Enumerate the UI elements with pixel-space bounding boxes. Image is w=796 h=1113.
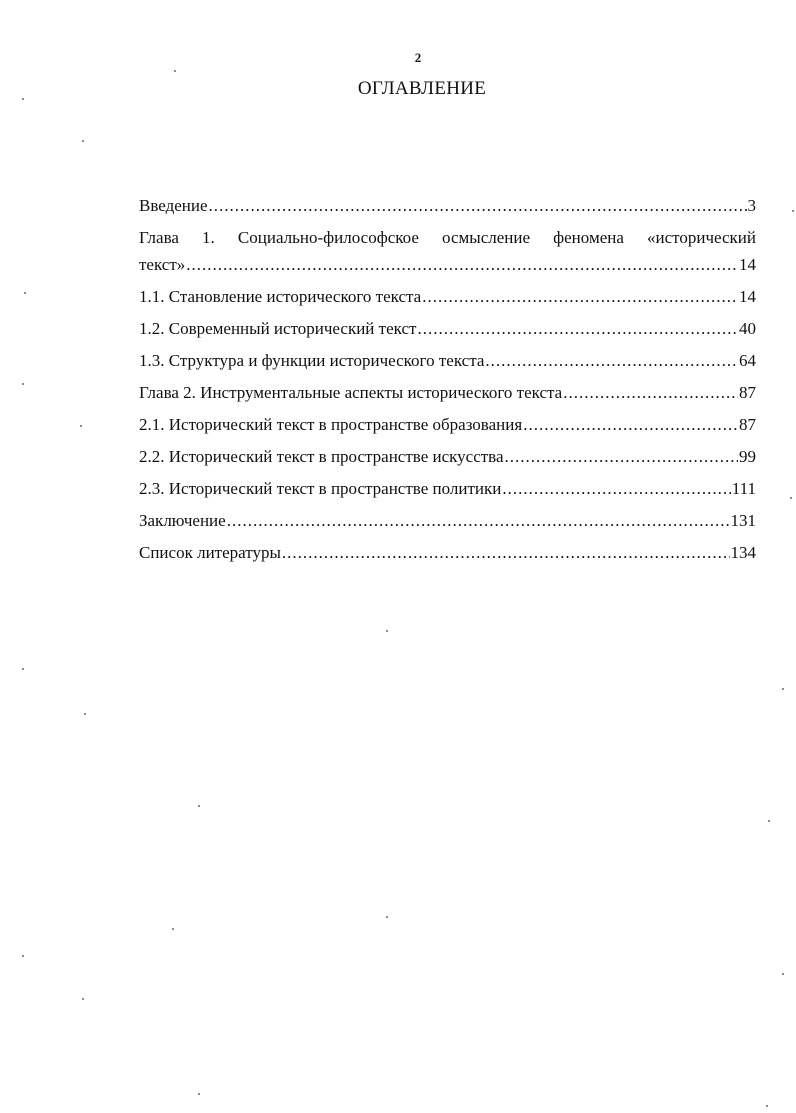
toc-entry-conclusion[interactable] bbox=[139, 511, 756, 531]
toc-entry-label: Глава 2. Инструментальные аспекты исторического текста bbox=[139, 383, 563, 402]
toc-leader-dots bbox=[422, 287, 738, 307]
toc-entry-page: 14 bbox=[739, 287, 756, 306]
scan-speck bbox=[766, 1105, 768, 1107]
toc-entry-page: 3 bbox=[747, 196, 756, 215]
toc-entry-label: Глава 1. Социально-философское осмысление феномена «исторический bbox=[139, 228, 756, 247]
toc-entry-label: Заключение bbox=[139, 511, 226, 530]
scan-speck bbox=[386, 916, 388, 918]
toc-entry-page: 87 bbox=[739, 383, 756, 402]
toc-entry-introduction[interactable] bbox=[139, 196, 756, 216]
toc-entry-section-1-3[interactable] bbox=[139, 351, 756, 371]
scan-speck bbox=[172, 928, 174, 930]
toc-entry-page: 40 bbox=[739, 319, 756, 338]
scan-speck bbox=[198, 805, 200, 807]
scan-speck bbox=[80, 425, 82, 427]
toc-leader-dots bbox=[227, 511, 730, 531]
toc-leader-dots bbox=[282, 543, 730, 563]
toc-leader-dots bbox=[563, 383, 738, 403]
toc-entry-page: 87 bbox=[739, 415, 756, 434]
toc-leader-dots bbox=[523, 415, 738, 435]
toc-entry-page: 134 bbox=[730, 543, 756, 562]
toc-entry-section-2-1[interactable] bbox=[139, 415, 756, 435]
scan-speck bbox=[24, 292, 26, 294]
page-title: ОГЛАВЛЕНИЕ bbox=[357, 78, 487, 99]
toc-entry-label: 2.2. Исторический текст в пространстве искусства bbox=[139, 447, 504, 466]
toc-entry-section-2-2[interactable] bbox=[139, 447, 756, 467]
toc-entry-label: 2.1. Исторический текст в пространстве образования bbox=[139, 415, 523, 434]
toc-entry-label: 1.1. Становление исторического текста bbox=[139, 287, 422, 306]
toc-entry-label: Список литературы bbox=[139, 543, 281, 562]
toc-entry-label: 2.3. Исторический текст в пространстве политики bbox=[139, 479, 502, 498]
toc-entry-page: 64 bbox=[739, 351, 756, 370]
toc-leader-dots bbox=[485, 351, 738, 371]
scan-speck bbox=[84, 713, 86, 715]
toc-entry-label: Введение bbox=[139, 196, 208, 215]
toc-entry-label: 1.3. Структура и функции исторического текста bbox=[139, 351, 485, 370]
scan-speck bbox=[782, 973, 784, 975]
scan-speck bbox=[22, 98, 24, 100]
scan-speck bbox=[790, 497, 792, 499]
toc-leader-dots bbox=[505, 447, 738, 467]
scan-speck bbox=[174, 70, 176, 72]
toc-entry-page: 131 bbox=[730, 511, 756, 530]
scan-speck bbox=[386, 630, 388, 632]
toc-entry-section-2-3[interactable] bbox=[139, 479, 756, 499]
toc-entry-page: 99 bbox=[739, 447, 756, 466]
toc-leader-dots bbox=[502, 479, 730, 499]
toc-entry-chapter-2[interactable] bbox=[139, 383, 756, 403]
toc-entry-page: 14 bbox=[739, 255, 756, 274]
table-of-contents bbox=[139, 196, 756, 575]
toc-entry-section-1-1[interactable] bbox=[139, 287, 756, 307]
toc-entry-chapter-1[interactable] bbox=[139, 228, 756, 275]
toc-leader-dots bbox=[186, 255, 738, 275]
toc-entry-label: 1.2. Современный исторический текст bbox=[139, 319, 417, 338]
toc-entry-references[interactable] bbox=[139, 543, 756, 563]
toc-entry-page: 111 bbox=[731, 479, 756, 498]
scan-speck bbox=[782, 688, 784, 690]
scan-speck bbox=[82, 140, 84, 142]
scan-speck bbox=[22, 383, 24, 385]
toc-leader-dots bbox=[417, 319, 738, 339]
scan-speck bbox=[768, 820, 770, 822]
page-number: 2 bbox=[414, 50, 422, 65]
scan-speck bbox=[82, 998, 84, 1000]
scan-speck bbox=[198, 1093, 200, 1095]
scan-speck bbox=[792, 210, 794, 212]
scan-speck bbox=[22, 955, 24, 957]
toc-entry-section-1-2[interactable] bbox=[139, 319, 756, 339]
toc-leader-dots bbox=[209, 196, 747, 216]
toc-entry-label-continued: текст» bbox=[139, 255, 186, 274]
scan-speck bbox=[22, 668, 24, 670]
